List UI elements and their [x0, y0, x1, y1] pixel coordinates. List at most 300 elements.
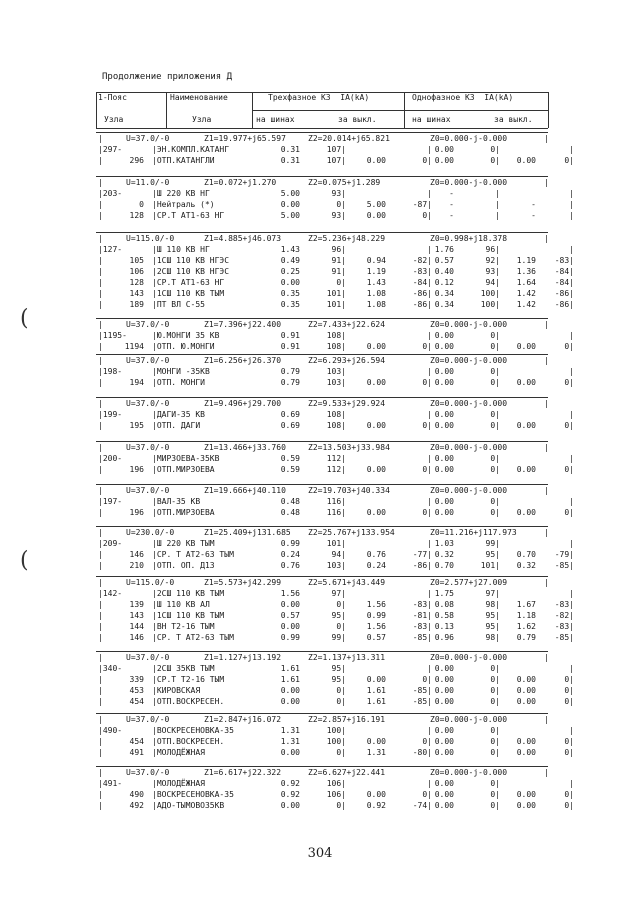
table-cell: 0.91 [280, 331, 300, 340]
table-cell: 0.00 [366, 790, 386, 799]
table-cell: | [98, 801, 103, 810]
table-row [96, 725, 574, 736]
header-three-switch: за выкл. [338, 115, 377, 124]
table-cell: -83| [554, 622, 574, 631]
table-cell: | [569, 211, 574, 220]
header-left-border [96, 92, 97, 128]
table-cell: 98| [485, 600, 500, 609]
table-cell: 0| [422, 421, 432, 430]
table-cell: -85| [412, 633, 432, 642]
table-cell: | [98, 697, 103, 706]
table-cell: |203- [98, 189, 123, 198]
table-cell: 0.48 [280, 497, 300, 506]
header-row-1 [96, 93, 548, 104]
table-cell: -87| [412, 200, 432, 209]
table-cell: 0.00 [366, 156, 386, 165]
row-border: | [98, 653, 103, 662]
table-cell: 95| [331, 664, 346, 673]
table-row [96, 144, 574, 155]
table-cell: 0.00 [280, 686, 300, 695]
table-cell: |Ш 110 КВ НГ [152, 245, 210, 254]
table-cell: |ОТП. МОНГИ [152, 378, 205, 387]
table-cell: 0.00 [434, 737, 454, 746]
result-block [96, 232, 574, 310]
table-cell: |1СШ 110 КВ ТЫМ [152, 289, 225, 298]
table-cell: 0.00 [280, 200, 300, 209]
table-cell: 0.00 [516, 801, 536, 810]
table-cell: 0| [490, 686, 500, 695]
block-params-row [96, 398, 548, 409]
table-row [96, 244, 574, 255]
table-cell: 106| [326, 790, 346, 799]
table-cell: |ОТП.ВОСКРЕСЕН. [152, 737, 225, 746]
row-border: | [98, 356, 103, 365]
table-cell: | [495, 189, 500, 198]
table-cell: -86| [412, 289, 432, 298]
table-cell: 490 [129, 790, 144, 799]
table-row [96, 632, 574, 643]
table-cell: 1.36 [516, 267, 536, 276]
table-cell: -86| [554, 289, 574, 298]
table-cell: | [427, 497, 432, 506]
table-row [96, 155, 574, 166]
table-cell: 0.57 [280, 611, 300, 620]
table-row [96, 288, 574, 299]
table-cell: 93| [331, 211, 346, 220]
table-cell: |ОТП. ОП. Д13 [152, 561, 215, 570]
table-cell: 1.43 [280, 245, 300, 254]
table-row [96, 464, 574, 475]
table-cell: 0.00 [516, 675, 536, 684]
table-cell: 0| [422, 465, 432, 474]
table-cell: 0.49 [280, 256, 300, 265]
table-cell: - [531, 211, 536, 220]
table-cell: 143 [129, 289, 144, 298]
table-cell: 0.00 [366, 378, 386, 387]
table-cell: -85| [412, 686, 432, 695]
table-cell: 195 [129, 421, 144, 430]
table-cell: 454 [129, 697, 144, 706]
page-number: 304 [307, 846, 333, 861]
table-cell: |2СШ 110 КВ НГЭС [152, 267, 230, 276]
margin-mark-bottom: ( [20, 548, 29, 573]
table-cell: 96| [331, 245, 346, 254]
table-cell: 97| [331, 589, 346, 598]
table-cell: 0| [564, 675, 574, 684]
header-one-phase: Однофазное КЗ IA(kA) [412, 93, 514, 102]
table-cell: 0| [422, 790, 432, 799]
table-cell: 0| [422, 508, 432, 517]
table-cell: 143 [129, 611, 144, 620]
table-cell: 0.79 [280, 367, 300, 376]
table-cell: 0.00 [280, 622, 300, 631]
table-row [96, 621, 574, 632]
voltage-param: U=11.0/-0 [126, 178, 170, 187]
table-cell: 0.25 [280, 267, 300, 276]
table-row [96, 789, 574, 800]
table-cell: 0.00 [516, 737, 536, 746]
table-cell: | [427, 539, 432, 548]
table-cell: | [427, 367, 432, 376]
row-border: | [98, 443, 103, 452]
table-cell: |Ю.МОНГИ 35 КВ [152, 331, 220, 340]
page-title: Продолжение приложения Д [102, 72, 233, 82]
table-cell: 1.67 [516, 600, 536, 609]
table-cell: | [569, 331, 574, 340]
table-cell: | [98, 378, 103, 387]
table-row [96, 588, 574, 599]
table-cell: | [427, 454, 432, 463]
table-cell: |СР. Т АТ2-63 ТЫМ [152, 633, 234, 642]
table-cell: 106| [326, 779, 346, 788]
table-cell: 0.00 [516, 748, 536, 757]
table-cell: -83| [554, 256, 574, 265]
table-cell: 1.31 [280, 726, 300, 735]
table-cell: 0.00 [434, 331, 454, 340]
header-one-switch: за выкл. [494, 115, 533, 124]
table-cell: 0| [490, 664, 500, 673]
table-cell: -86| [412, 561, 432, 570]
table-row [96, 663, 574, 674]
table-cell: 0.76 [366, 550, 386, 559]
table-cell: 91| [331, 256, 346, 265]
table-cell: 0.58 [434, 611, 454, 620]
row-border: | [98, 768, 103, 777]
table-cell: 0.00 [434, 421, 454, 430]
table-cell: | [569, 189, 574, 198]
table-cell: 96| [485, 245, 500, 254]
table-cell: 1.61 [280, 675, 300, 684]
result-block [96, 397, 574, 431]
table-cell: 95| [331, 611, 346, 620]
table-cell: -84| [554, 267, 574, 276]
table-cell: 0.57 [434, 256, 454, 265]
table-cell: 0.70 [516, 550, 536, 559]
table-cell: 0.00 [516, 342, 536, 351]
table-cell: | [98, 256, 103, 265]
table-cell: 1.64 [516, 278, 536, 287]
impedance-param: Z0=0.000-j-0.000 [430, 399, 508, 408]
table-cell: 100| [480, 300, 500, 309]
table-cell: 0.00 [366, 737, 386, 746]
table-cell: 0.31 [280, 145, 300, 154]
table-cell: 0.70 [434, 561, 454, 570]
table-cell: 0.13 [434, 622, 454, 631]
table-cell: 100| [480, 289, 500, 298]
table-cell: 95| [485, 611, 500, 620]
table-cell: | [569, 497, 574, 506]
table-row [96, 377, 574, 388]
table-cell: 0.00 [434, 410, 454, 419]
voltage-param: U=37.0/-0 [126, 768, 170, 777]
row-border: | [98, 578, 103, 587]
table-cell: 1.19 [516, 256, 536, 265]
header-row-3 [96, 115, 548, 126]
table-cell: |199- [98, 410, 123, 419]
table-cell: |ОТП.МИРЗОЕВА [152, 508, 215, 517]
impedance-param: Z1=0.072+j1.270 [204, 178, 277, 187]
table-cell: |1195- [98, 331, 127, 340]
table-row [96, 210, 574, 221]
table-cell: 0.08 [434, 600, 454, 609]
block-params-row [96, 485, 548, 496]
impedance-param: Z2=6.293+j26.594 [308, 356, 386, 365]
table-cell: 107| [326, 156, 346, 165]
impedance-param: Z0=0.000-j-0.000 [430, 715, 508, 724]
table-cell: | [98, 289, 103, 298]
table-cell: 1.76 [434, 245, 454, 254]
table-cell: -77| [412, 550, 432, 559]
table-cell: 0.00 [434, 779, 454, 788]
table-cell: 0| [336, 278, 346, 287]
table-cell: |ВАЛ-35 КВ [152, 497, 201, 506]
voltage-param: U=37.0/-0 [126, 399, 170, 408]
row-border: | [544, 578, 549, 587]
table-cell: 0.00 [280, 748, 300, 757]
impedance-param: Z2=20.014+j65.821 [308, 134, 390, 143]
table-cell: 0.12 [434, 278, 454, 287]
table-cell: 0.00 [434, 378, 454, 387]
result-block [96, 441, 574, 475]
table-cell: 0.00 [434, 726, 454, 735]
table-cell: 0| [490, 156, 500, 165]
row-border: | [544, 399, 549, 408]
table-cell: 95| [331, 675, 346, 684]
table-cell: 0| [490, 737, 500, 746]
table-cell: 0| [490, 748, 500, 757]
table-cell: 0| [422, 156, 432, 165]
table-cell: |1СШ 110 КВ ТЫМ [152, 611, 225, 620]
table-cell: 0.00 [434, 454, 454, 463]
table-cell: |ПТ ВЛ С-55 [152, 300, 205, 309]
table-cell: 0| [336, 600, 346, 609]
table-cell: 0.94 [366, 256, 386, 265]
row-border: | [544, 486, 549, 495]
impedance-param: Z1=6.617+j22.322 [204, 768, 282, 777]
table-cell: | [98, 342, 103, 351]
table-row [96, 255, 574, 266]
table-cell: 97| [485, 589, 500, 598]
table-cell: |200- [98, 454, 123, 463]
table-cell: 95| [485, 622, 500, 631]
table-cell: 0.69 [280, 421, 300, 430]
table-cell: | [98, 622, 103, 631]
impedance-param: Z1=19.666+j40.110 [204, 486, 286, 495]
table-cell: - [449, 189, 454, 198]
table-cell: 0| [490, 145, 500, 154]
impedance-param: Z1=25.409+j131.685 [204, 528, 291, 537]
table-cell: |СР.Т АТ1-63 НГ [152, 211, 225, 220]
impedance-param: Z2=2.857+j16.191 [308, 715, 386, 724]
block-params-row [96, 527, 548, 538]
table-cell: | [569, 145, 574, 154]
table-cell: 0.00 [366, 421, 386, 430]
table-cell: | [98, 611, 103, 620]
result-block [96, 176, 574, 221]
table-cell: | [98, 508, 103, 517]
table-cell: | [98, 300, 103, 309]
table-cell: | [98, 465, 103, 474]
table-cell: 0.00 [516, 421, 536, 430]
table-cell: -74| [412, 801, 432, 810]
table-cell: 0.00 [434, 342, 454, 351]
table-cell: 0.35 [280, 300, 300, 309]
table-cell: -83| [554, 600, 574, 609]
table-cell: 0.00 [434, 508, 454, 517]
table-cell: 0| [422, 737, 432, 746]
table-cell: |142- [98, 589, 123, 598]
table-cell: | [569, 410, 574, 419]
table-cell: 1.43 [366, 278, 386, 287]
result-block [96, 766, 574, 811]
table-row [96, 778, 574, 789]
table-cell: 1.56 [366, 622, 386, 631]
impedance-param: Z2=5.671+j43.449 [308, 578, 386, 587]
table-cell: 1.03 [434, 539, 454, 548]
table-cell: 0| [564, 465, 574, 474]
table-cell: | [427, 145, 432, 154]
block-params-row [96, 319, 548, 330]
table-cell: 0.34 [434, 300, 454, 309]
row-border: | [98, 528, 103, 537]
table-cell: |АДО-ТЫМОВО35КВ [152, 801, 225, 810]
table-cell: |ЭН.КОМПЛ.КАТАНГ [152, 145, 230, 154]
table-cell: 0.76 [280, 561, 300, 570]
impedance-param: Z1=6.256+j26.370 [204, 356, 282, 365]
impedance-param: Z1=9.496+j29.700 [204, 399, 282, 408]
table-cell: 0| [564, 737, 574, 746]
table-cell: | [569, 200, 574, 209]
table-cell: 454 [129, 737, 144, 746]
table-cell: 112| [326, 465, 346, 474]
table-cell: 0| [564, 748, 574, 757]
table-cell: |ОТП.КАТАНГЛИ [152, 156, 215, 165]
table-cell: 1.61 [366, 686, 386, 695]
table-row [96, 560, 574, 571]
table-cell: |СР.Т Т2-16 ТЫМ [152, 675, 225, 684]
table-cell: 189 [129, 300, 144, 309]
row-border: | [544, 178, 549, 187]
block-params-row [96, 233, 548, 244]
table-cell: | [495, 211, 500, 220]
result-block [96, 526, 574, 571]
table-row [96, 330, 574, 341]
impedance-param: Z0=0.000-j-0.000 [430, 356, 508, 365]
table-cell: | [427, 410, 432, 419]
margin-mark-top: ( [20, 306, 29, 331]
table-cell: 0.00 [516, 378, 536, 387]
table-cell: 0.00 [434, 697, 454, 706]
table-cell: 1.61 [280, 664, 300, 673]
table-cell: 107| [326, 145, 346, 154]
table-cell: 453 [129, 686, 144, 695]
table-cell: 99| [331, 633, 346, 642]
table-cell: | [569, 245, 574, 254]
table-cell: | [98, 421, 103, 430]
table-cell: -84| [554, 278, 574, 287]
impedance-param: Z1=1.127+j13.192 [204, 653, 282, 662]
table-cell: | [98, 561, 103, 570]
table-cell: 0| [490, 367, 500, 376]
table-cell: 0.59 [280, 454, 300, 463]
table-cell: 0.00 [366, 342, 386, 351]
voltage-param: U=37.0/-0 [126, 356, 170, 365]
table-cell: 0| [564, 697, 574, 706]
table-cell: 0| [336, 697, 346, 706]
table-cell: -81| [412, 611, 432, 620]
table-cell: 1.56 [280, 589, 300, 598]
table-cell: |МОЛОДЁЖНАЯ [152, 779, 205, 788]
impedance-param: Z0=0.000-j-0.000 [430, 134, 508, 143]
impedance-param: Z2=6.627+j22.441 [308, 768, 386, 777]
block-params-row [96, 442, 548, 453]
impedance-param: Z0=0.000-j-0.000 [430, 443, 508, 452]
header-node-top: 1-Пояс [98, 93, 127, 102]
table-cell: 210 [129, 561, 144, 570]
table-cell: 0.69 [280, 410, 300, 419]
table-cell: 196 [129, 465, 144, 474]
table-cell: -85| [412, 697, 432, 706]
table-cell: 146 [129, 633, 144, 642]
table-cell: |1СШ 110 КВ НГЭС [152, 256, 230, 265]
table-cell: 0| [490, 675, 500, 684]
table-cell: |197- [98, 497, 123, 506]
table-cell: | [98, 211, 103, 220]
table-cell: 128 [129, 278, 144, 287]
table-cell: 492 [129, 801, 144, 810]
table-cell: 0| [336, 622, 346, 631]
table-cell: |Нейтраль (*) [152, 200, 215, 209]
table-cell: 0| [422, 211, 432, 220]
table-row [96, 507, 574, 518]
table-row [96, 610, 574, 621]
table-cell: 146 [129, 550, 144, 559]
table-cell: 0.79 [280, 378, 300, 387]
table-cell: -83| [412, 622, 432, 631]
table-cell: 0.24 [280, 550, 300, 559]
header-node-bottom: Узла [104, 115, 124, 124]
impedance-param: Z2=0.075+j1.289 [308, 178, 381, 187]
table-cell: -83| [412, 267, 432, 276]
table-cell: 0| [490, 697, 500, 706]
table-cell: 0.00 [434, 801, 454, 810]
table-cell: 108| [326, 421, 346, 430]
table-cell: | [569, 454, 574, 463]
voltage-param: U=37.0/-0 [126, 653, 170, 662]
table-cell: 1.18 [516, 611, 536, 620]
table-cell: |209- [98, 539, 123, 548]
table-cell: 0.32 [434, 550, 454, 559]
table-cell: 0.48 [280, 508, 300, 517]
header-bottom-rule [96, 128, 548, 129]
table-cell: -82| [554, 611, 574, 620]
header-three-phase: Трехфазное КЗ IA(kA) [268, 93, 370, 102]
header-one-bus: на шинах [412, 115, 451, 124]
result-block [96, 354, 574, 388]
table-cell: 0.31 [280, 156, 300, 165]
table-cell: - [449, 200, 454, 209]
table-cell: 100| [326, 726, 346, 735]
header-sep-1 [166, 92, 167, 128]
table-cell: 0.00 [434, 790, 454, 799]
table-cell: 1194 [124, 342, 144, 351]
table-cell: 5.00 [366, 200, 386, 209]
table-cell: 0.40 [434, 267, 454, 276]
table-cell: 1.31 [366, 748, 386, 757]
table-cell: 1.61 [366, 697, 386, 706]
voltage-param: U=230.0/-0 [126, 528, 175, 537]
table-cell: | [569, 589, 574, 598]
